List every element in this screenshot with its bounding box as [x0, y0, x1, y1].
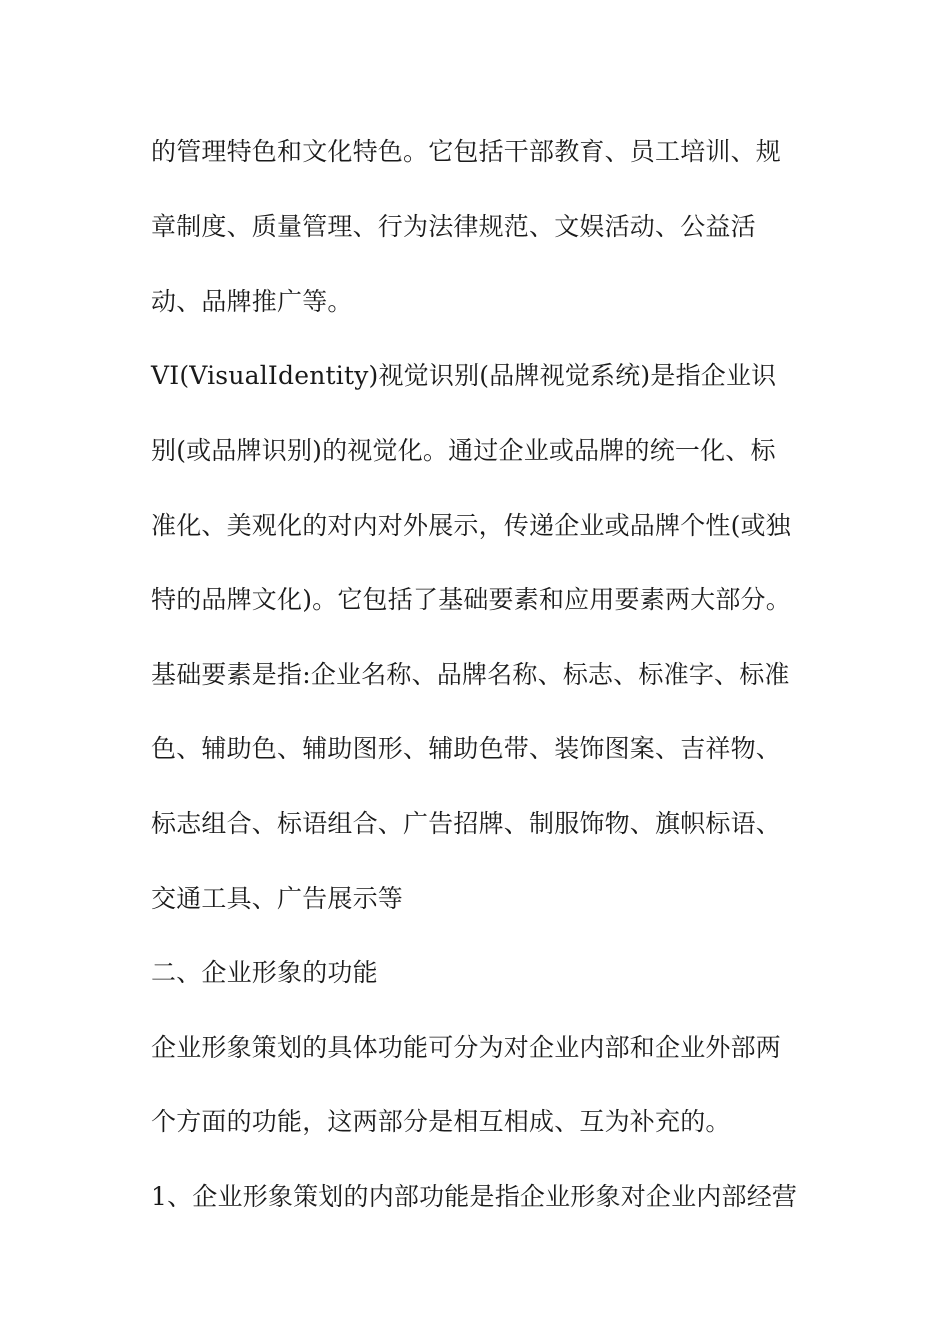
section-heading: 二、企业形象的功能 — [151, 958, 378, 987]
text-line: VI(VisualIdentity)视觉识别(品牌视觉系统)是指企业识 — [151, 361, 777, 390]
text-line: 色、辅助色、辅助图形、辅助色带、装饰图案、吉祥物、 — [151, 734, 782, 763]
text-line: 的管理特色和文化特色。它包括干部教育、员工培训、规 — [151, 137, 782, 166]
text-line: 基础要素是指:企业名称、品牌名称、标志、标准字、标准 — [151, 660, 790, 689]
text-line: 特的品牌文化)。它包括了基础要素和应用要素两大部分。 — [151, 585, 791, 614]
text-line: 个方面的功能，这两部分是相互相成、互为补充的。 — [151, 1107, 731, 1136]
text-line: 标志组合、标语组合、广告招牌、制服饰物、旗帜标语、 — [151, 809, 782, 838]
text-line: 动、品牌推广等。 — [151, 287, 353, 316]
text-line: 别(或品牌识别)的视觉化。通过企业或品牌的统一化、标 — [151, 436, 776, 465]
text-line: 交通工具、广告展示等 — [151, 884, 404, 913]
text-line: 企业形象策划的具体功能可分为对企业内部和企业外部两 — [151, 1033, 782, 1062]
text-line: 准化、美观化的对内对外展示，传递企业或品牌个性(或独 — [151, 511, 791, 540]
text-line: 1、企业形象策划的内部功能是指企业形象对企业内部经营 — [151, 1182, 798, 1211]
text-line: 章制度、质量管理、行为法律规范、文娱活动、公益活 — [151, 212, 756, 241]
